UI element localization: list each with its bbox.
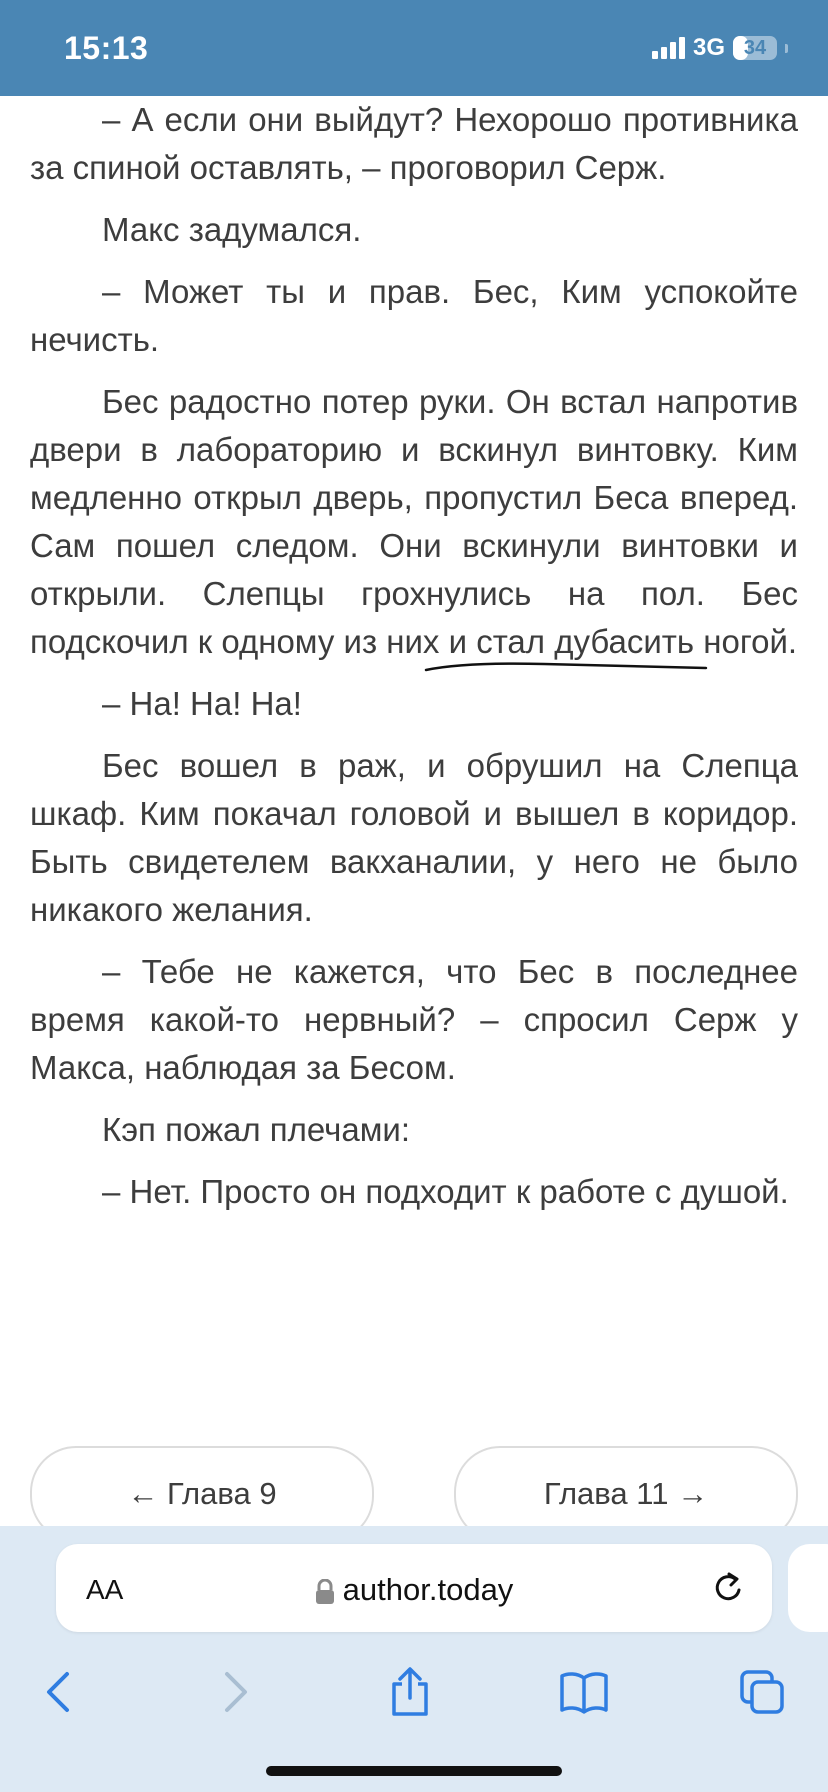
paragraph: Макс задумался. (102, 211, 362, 248)
paragraph: – Может ты и прав. Бес, Ким успокойте нечисть. (30, 273, 798, 358)
next-chapter-button[interactable]: Глава 11 → (454, 1446, 798, 1542)
text-size-label: AA (86, 1574, 124, 1605)
browser-chrome (0, 1526, 828, 1792)
lock-icon (315, 1579, 335, 1605)
battery-tip (785, 44, 788, 53)
address-bar[interactable] (56, 1544, 772, 1632)
next-tab-peek[interactable] (788, 1544, 828, 1632)
paragraph: – На! На! На! (102, 685, 302, 722)
paragraph: Бес вошел в раж, и обрушил на Слепца шкаф. Ким покачал головой и вышел в коридор. Быть свидетелем вакханалии, у него не было никакого желания. (30, 747, 798, 928)
browser-toolbar (0, 1654, 828, 1734)
battery-level: 34 (743, 36, 767, 59)
tabs-icon (738, 1668, 786, 1716)
paragraph: – Тебе не кажется, что Бес в последнее время какой-то нервный? – спросил Серж у Макса, наблюдая за Бесом. (30, 953, 798, 1086)
battery-icon (733, 36, 777, 60)
back-icon (43, 1670, 73, 1714)
back-button[interactable] (28, 1662, 88, 1722)
home-indicator[interactable] (266, 1766, 562, 1776)
status-right (652, 34, 788, 62)
forward-button[interactable] (206, 1662, 266, 1722)
forward-icon (221, 1670, 251, 1714)
prev-chapter-button[interactable]: ← Глава 9 (30, 1446, 374, 1542)
status-time: 15:13 (64, 30, 149, 66)
url-text: author.today (342, 1572, 514, 1607)
url-display[interactable] (56, 1572, 772, 1608)
bookmarks-icon (559, 1670, 609, 1714)
share-button[interactable] (380, 1662, 440, 1722)
bookmarks-button[interactable] (554, 1662, 614, 1722)
network-type: 3G (692, 34, 725, 61)
paragraph: – Нет. Просто он подходит к работе с душой. (102, 1173, 789, 1210)
paragraph: – А если они выйдут? Нехорошо противника за спиной оставлять, – проговорил Серж. (30, 101, 798, 186)
tabs-button[interactable] (732, 1662, 792, 1722)
reload-icon[interactable] (712, 1570, 746, 1606)
paragraph: Кэп пожал плечами: (102, 1111, 411, 1148)
signal-icon (652, 37, 685, 59)
paragraph: Бес радостно потер руки. Он встал напротив двери в лабораторию и вскинул винтовку. Ким медленно открыл дверь, пропустил Беса вперед. Сам пошел следом. Они вскинули винтовки и открыли. Слепцы грохнулись на пол. Бес подскочил к одному из них и стал дубасить ногой. (30, 383, 798, 660)
share-icon (388, 1666, 432, 1718)
underline-mark (424, 660, 708, 674)
status-bar (0, 0, 828, 96)
